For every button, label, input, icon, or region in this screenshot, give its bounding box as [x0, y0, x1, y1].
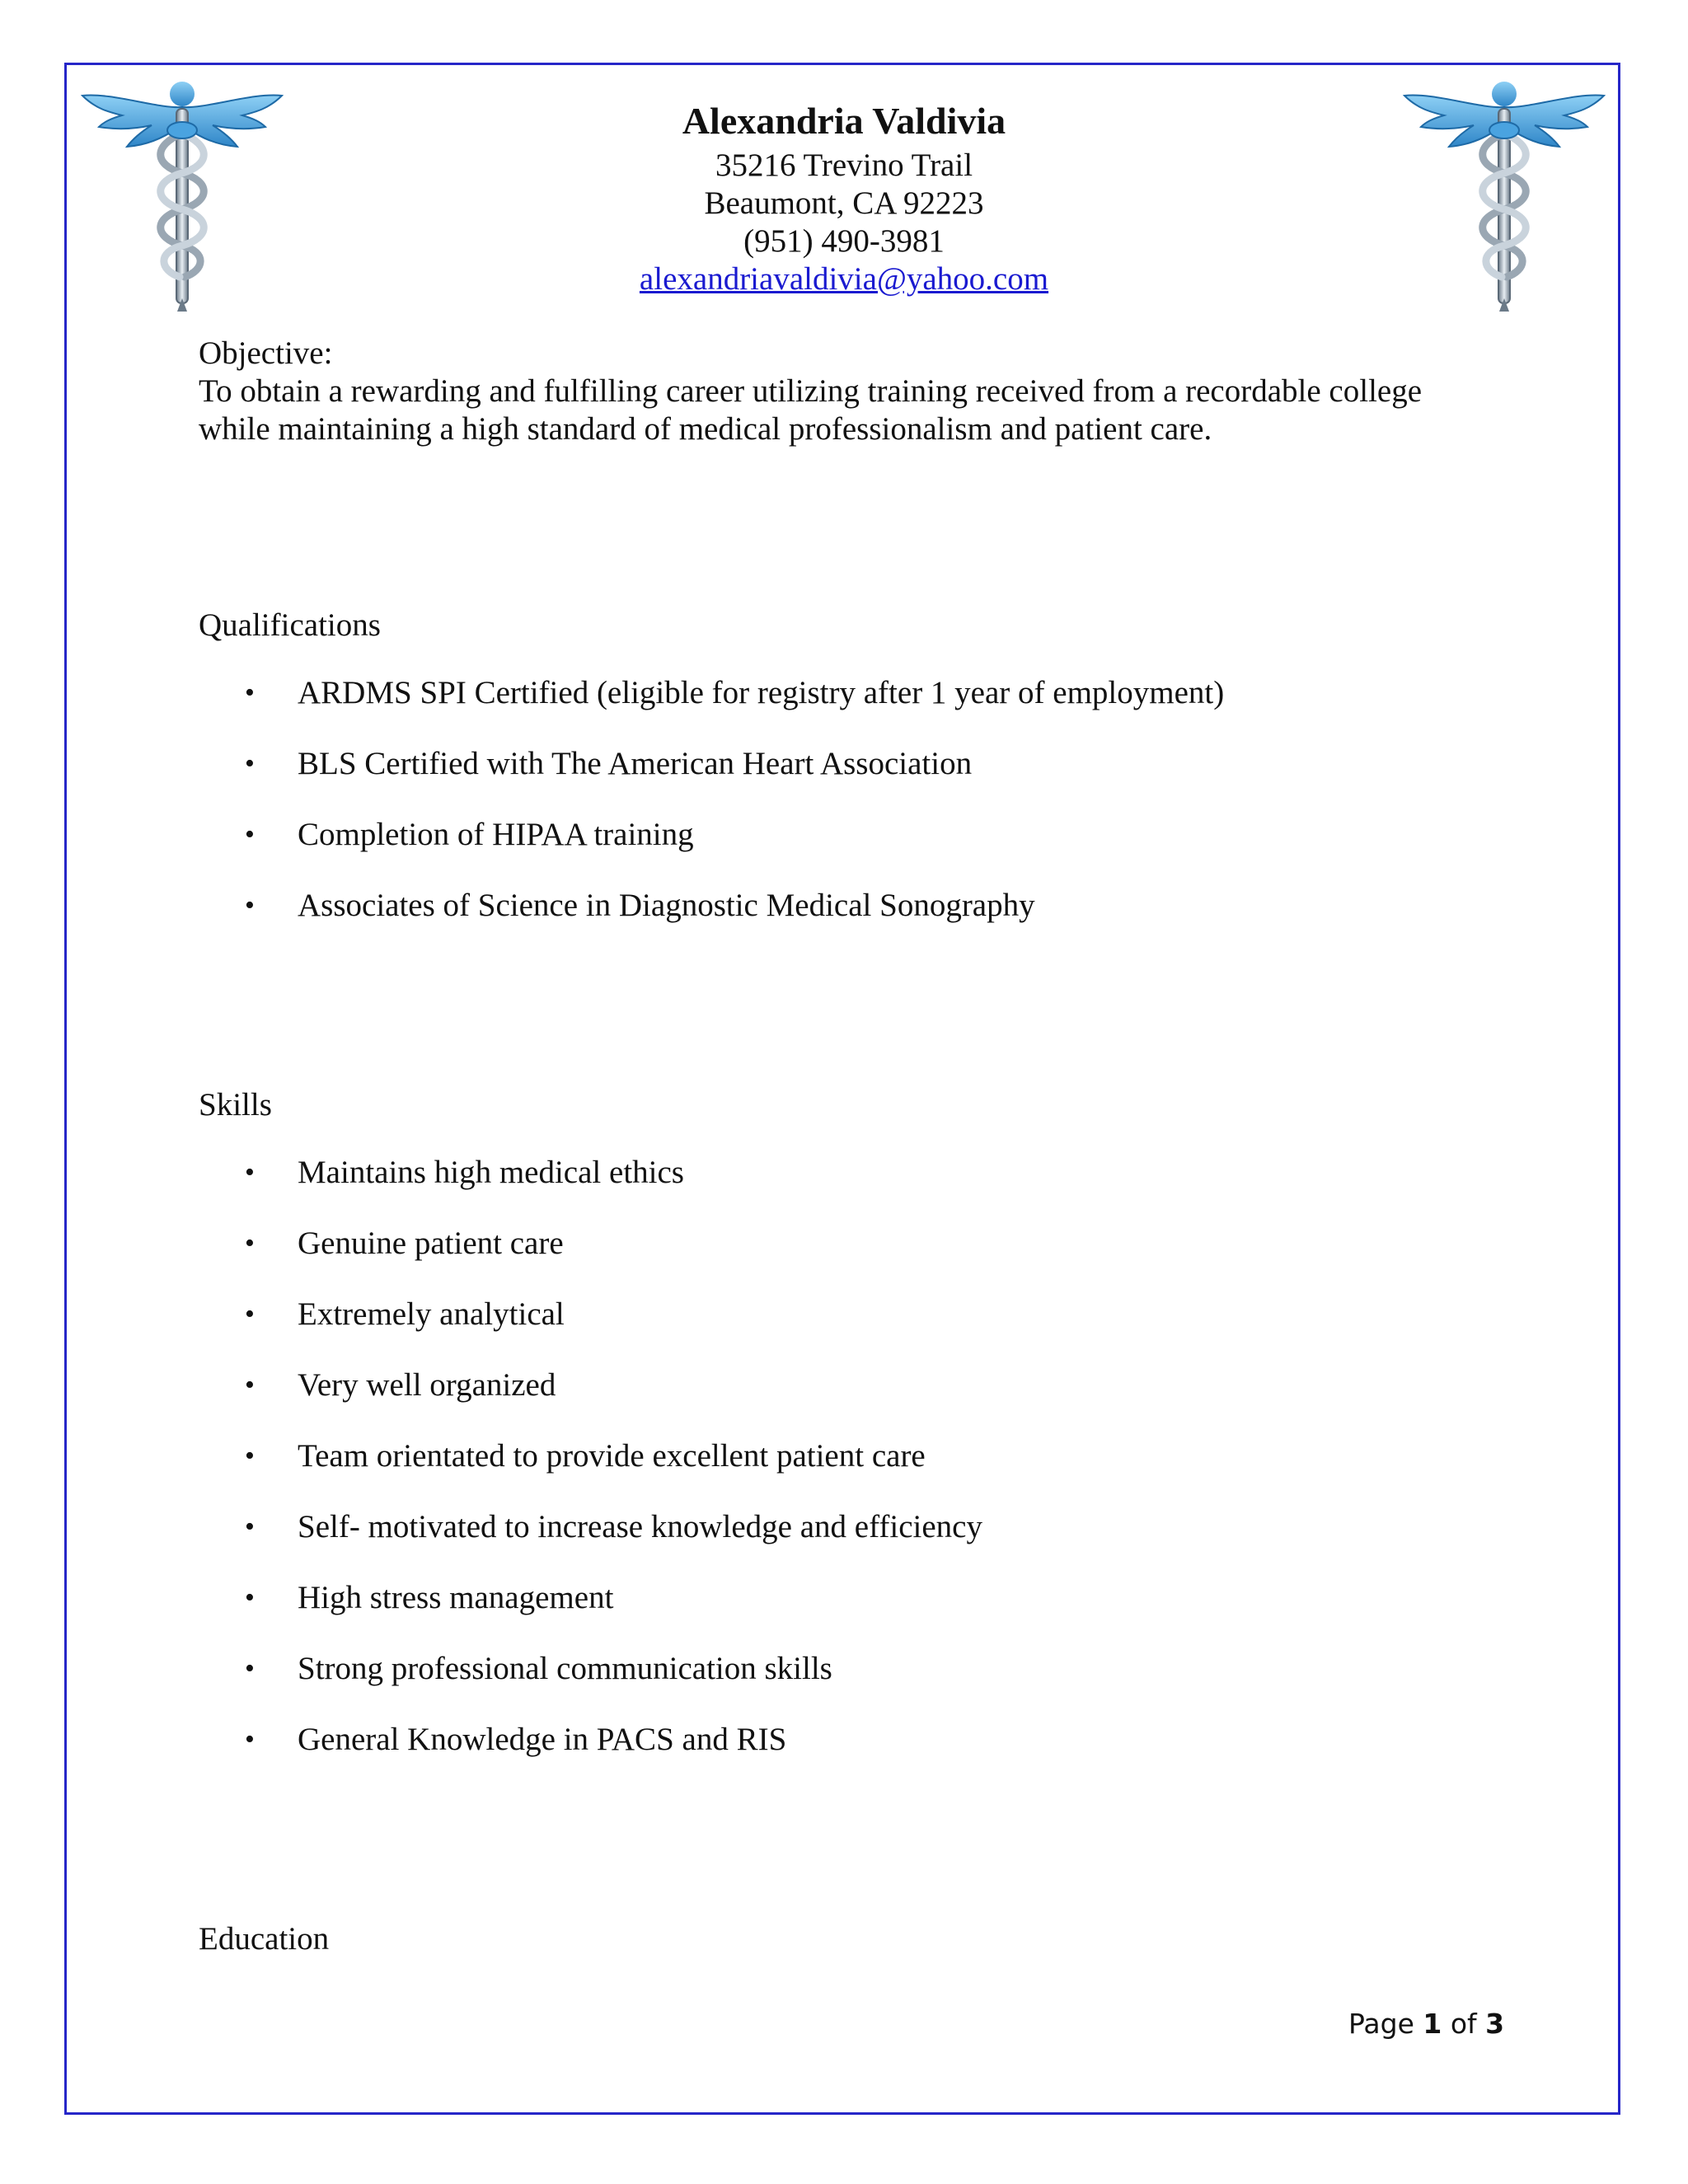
- skill-text: General Knowledge in PACS and RIS: [298, 1722, 787, 1757]
- list-item: [199, 816, 1224, 887]
- bullet-glyph: •: [245, 1370, 255, 1400]
- list-item: [199, 1508, 982, 1579]
- bullet-glyph: •: [245, 1724, 255, 1755]
- objective-heading: Objective:: [199, 335, 333, 371]
- qualification-text: Associates of Science in Diagnostic Medical Sonography: [298, 888, 1035, 923]
- skill-text: Very well organized: [298, 1367, 556, 1403]
- total-pages: 3: [1485, 2008, 1505, 2040]
- page-word: Page: [1348, 2008, 1414, 2040]
- bullet-glyph: •: [245, 1157, 255, 1188]
- list-item: [199, 1154, 982, 1225]
- skill-text: Extremely analytical: [298, 1296, 565, 1332]
- bullet-glyph: •: [245, 1653, 255, 1684]
- bullet-glyph: •: [245, 677, 255, 708]
- bullet-glyph: •: [245, 1299, 255, 1329]
- objective-text: To obtain a rewarding and fulfilling career utilizing training received from a recordable college while maintaining a high standard of medical professionalism and patient care.: [199, 373, 1423, 447]
- education-heading: Education: [199, 1921, 330, 1957]
- list-item: [199, 674, 1224, 745]
- list-item: [199, 1437, 982, 1508]
- list-item: [199, 1650, 982, 1721]
- bullet-glyph: •: [245, 890, 255, 921]
- email-link[interactable]: alexandriavaldivia@yahoo.com: [639, 261, 1049, 297]
- qualifications-list: [199, 674, 1224, 958]
- skill-text: Team orientated to provide excellent patient care: [298, 1438, 926, 1474]
- qualification-text: Completion of HIPAA training: [298, 817, 694, 852]
- current-page: 1: [1423, 2008, 1442, 2040]
- list-item: [199, 745, 1224, 816]
- contact-header: [0, 96, 1688, 298]
- qualifications-heading: Qualifications: [199, 607, 381, 643]
- qualification-text: BLS Certified with The American Heart Association: [298, 746, 973, 781]
- bullet-glyph: •: [245, 1228, 255, 1258]
- list-item: [199, 887, 1224, 958]
- skill-text: Maintains high medical ethics: [298, 1155, 684, 1190]
- list-item: [199, 1225, 982, 1296]
- bullet-glyph: •: [245, 819, 255, 850]
- skills-list: [199, 1154, 982, 1792]
- phone-number: (951) 490-3981: [743, 223, 945, 259]
- list-item: [199, 1366, 982, 1437]
- bullet-glyph: •: [245, 1511, 255, 1542]
- skill-text: Self- motivated to increase knowledge and efficiency: [298, 1509, 982, 1544]
- skill-text: High stress management: [298, 1580, 614, 1615]
- skill-text: Strong professional communication skills: [298, 1651, 832, 1686]
- bullet-glyph: •: [245, 1582, 255, 1613]
- qualification-text: ARDMS SPI Certified (eligible for registry after 1 year of employment): [298, 675, 1225, 710]
- bullet-glyph: •: [245, 1441, 255, 1471]
- page-number: [1348, 2006, 1504, 2042]
- applicant-name: Alexandria Valdivia: [682, 100, 1006, 142]
- skills-heading: Skills: [199, 1087, 272, 1122]
- skill-text: Genuine patient care: [298, 1226, 564, 1261]
- list-item: [199, 1721, 982, 1792]
- bullet-glyph: •: [245, 748, 255, 779]
- of-word: of: [1450, 2008, 1477, 2040]
- list-item: [199, 1296, 982, 1366]
- address-street: 35216 Trevino Trail: [715, 148, 973, 183]
- list-item: [199, 1579, 982, 1650]
- address-city: Beaumont, CA 92223: [704, 185, 984, 221]
